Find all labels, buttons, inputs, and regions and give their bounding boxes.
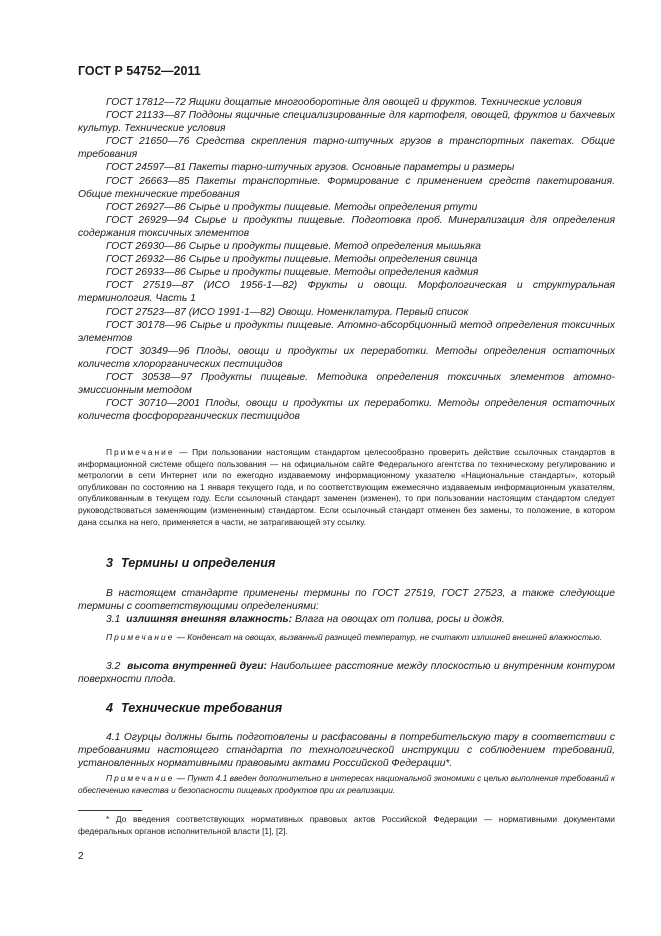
section-3-intro: В настоящем стандарте применены термины по ГОСТ 27519, ГОСТ 27523, а также следующие термины с соответствующими определениями: xyxy=(78,588,615,613)
reference-item: ГОСТ 17812—72 Ящики дощатые многооборотные для овощей и фруктов. Технические условия xyxy=(106,97,582,108)
reference-item: ГОСТ 30178—96 Сырье и продукты пищевые. Атомно-абсорбционный метод определения токсичных элементов xyxy=(78,319,615,344)
reference-item: ГОСТ 27523—87 (ИСО 1991-1—82) Овощи. Номенклатура. Первый список xyxy=(106,306,469,318)
reference-item: ГОСТ 30538—97 Продукты пищевые. Методика определения токсичных элементов атомно-эмиссионным методом xyxy=(78,371,615,397)
references-note xyxy=(78,447,615,528)
reference-item: ГОСТ 27519—87 (ИСО 1956-1—82) Фрукты и овощи. Морфологическая и структуральная терминология. Часть 1 xyxy=(78,280,615,305)
note-label: Примечание xyxy=(106,773,175,783)
term-definition: Влага на овощах от полива, росы и дождя. xyxy=(294,614,505,626)
reference-item: ГОСТ 21133—87 Поддоны ящичные специализированные для картофеля, овощей, фруктов и бахчевых культур. Технические условия xyxy=(78,110,615,135)
document-header: ГОСТ Р 54752—2011 xyxy=(78,64,201,78)
reference-item: ГОСТ 30710—2001 Плоды, овощи и продукты их переработки. Методы определения остаточных количеств фосфорорганических пестицидов xyxy=(78,398,615,423)
note-label: Примечание xyxy=(106,447,175,457)
reference-item: ГОСТ 26927—86 Сырье и продукты пищевые. Методы определения ртути xyxy=(106,201,478,213)
reference-item: ГОСТ 26663—85 Пакеты транспортные. Формирование с применением средств пакетирования. Общие технические требования xyxy=(78,175,615,200)
normative-references-list xyxy=(78,96,615,423)
term-name: высота внутренней дуги: xyxy=(127,661,267,672)
section-4-note xyxy=(78,773,615,796)
footnote: * До введения соответствующих нормативных правовых актов Российской Федерации — нормативными документами федеральных органов исполнительной власти [1], [2]. xyxy=(78,814,615,836)
footnote-divider xyxy=(78,810,142,811)
note-text: — Пункт 4.1 введен дополнительно в интересах национальной экономики с целью выполнения требований к обеспечению качества и безопасности пищевых продуктов при их реализации. xyxy=(78,773,616,795)
term-definition: Наибольшее расстояние между плоскостью и внутренним контуром поверхности плода. xyxy=(78,661,615,686)
reference-item: ГОСТ 26930—86 Сырье и продукты пищевые. Метод определения мышьяка xyxy=(106,241,481,253)
reference-item: ГОСТ 24597—81 Пакеты тарно-штучных грузов. Основные параметры и размеры xyxy=(106,162,515,174)
note-text: — Конденсат на овощах, вызванный разницей температур, не считают излишней внешней влажностью. xyxy=(176,632,602,642)
reference-item: ГОСТ 26933—86 Сырье и продукты пищевые. Методы определения кадмия xyxy=(106,267,479,279)
term-3-2: 3.2 высота внутренней дуги: Наибольшее расстояние между плоскостью и внутренним контуром поверхности плода. xyxy=(78,661,615,686)
reference-item: ГОСТ 26929—94 Сырье и продукты пищевые. Подготовка проб. Минерализация для определения содержания токсичных элементов xyxy=(78,214,615,239)
note-text: — При пользовании настоящим стандартом целесообразно проверить действие ссылочных стандартов в информационной системе общего пользования — на официальном сайте Федерального агентства по техническому регулированию и метрологии в сети Интернет или по ежегодно издаваемому информационному указателю «Национальные стандарты», который опубликован по состоянию на 1 января текущего года, и по соответствующим ежемесячно издаваемым информационным указателям, опубликованным в текущем году. Если ссылочный стандарт заменен (изменен), то при пользовании настоящим стандартом следует руководствоваться заменяющим (измененным) стандартом. Если ссылочный стандарт отменен без замены, то положение, в котором дана ссылка на него, применяется в части, не затрагивающей эту ссылку. xyxy=(78,447,616,527)
term-3-1: 3.1 излишняя внешняя влажность: Влага на овощах от полива, росы и дождя. xyxy=(106,614,505,626)
reference-item: ГОСТ 21650—76 Средства скрепления тарно-штучных грузов в транспортных пакетах. Общие требования xyxy=(78,136,615,161)
clause-4-1: 4.1 Огурцы должны быть подготовлены и расфасованы в потребительскую тару в соответствии с требованиями настоящего стандарта по технологической инструкции с соблюдением требований, установленных нормативными правовыми актами Российской Федерации*. xyxy=(78,732,615,770)
reference-item: ГОСТ 30349—96 Плоды, овощи и продукты их переработки. Методы определения остаточных количеств хлорорганических пестицидов xyxy=(78,345,615,370)
section-3-body xyxy=(78,587,615,626)
term-name: излишняя внешняя влажность: xyxy=(126,614,293,626)
reference-item: ГОСТ 26932—86 Сырье и продукты пищевые. Методы определения свинца xyxy=(106,254,478,266)
page-number: 2 xyxy=(78,851,84,862)
section-4-heading: 4 Технические требования xyxy=(106,701,283,715)
section-3-heading: 3 Термины и определения xyxy=(106,556,276,570)
note-label: Примечание xyxy=(106,632,175,642)
section-3-note xyxy=(78,632,615,644)
section-4-body xyxy=(78,731,615,770)
